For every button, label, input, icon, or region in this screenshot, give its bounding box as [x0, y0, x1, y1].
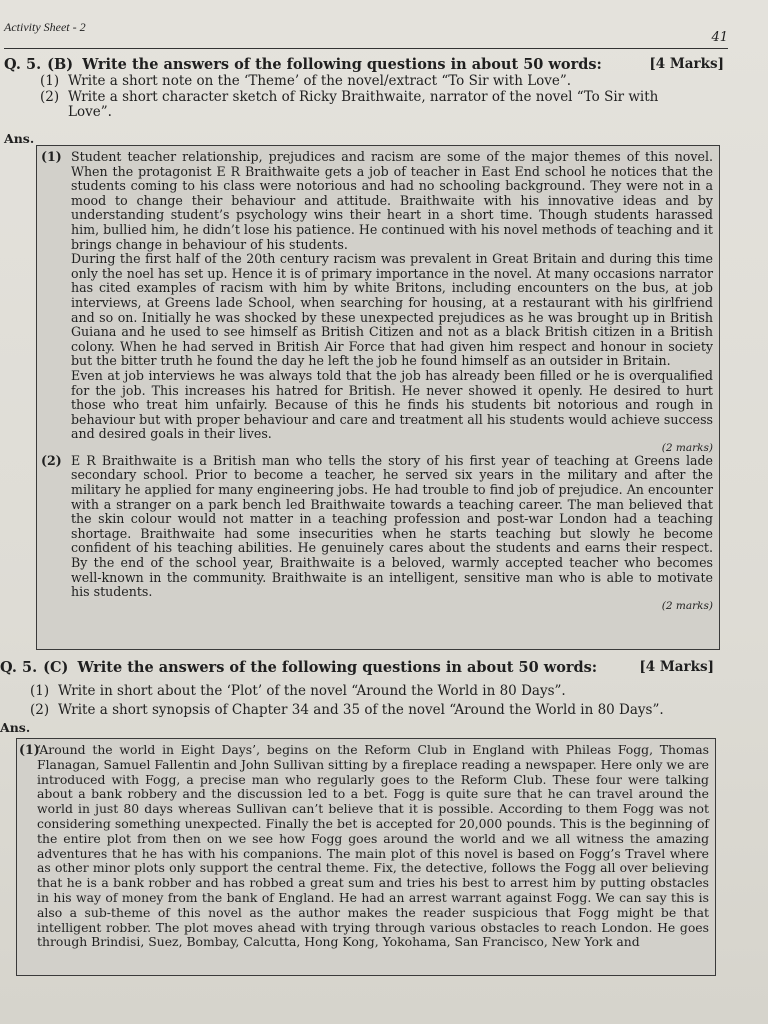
- section-b-questions: [40, 74, 700, 121]
- question-text: Write a short synopsis of Chapter 34 and 35 of the novel “Around the World in 80 Days”.: [58, 702, 664, 718]
- section-b-label: (B): [47, 56, 74, 73]
- section-b-marks: [4 Marks]: [649, 56, 724, 72]
- question-item: [40, 90, 700, 120]
- page-header: [4, 20, 728, 50]
- section-c-number: Q. 5.: [0, 659, 38, 676]
- answer-number: (1): [19, 742, 40, 757]
- section-c-questions: [30, 682, 720, 720]
- answer-label: Ans.: [0, 720, 31, 735]
- section-c-label: (C): [43, 659, 69, 676]
- answer-paragraph: Even at job interviews he was always told that the job has already been filled or he is overqualified for the job. This increases his hatred for British. He never showed it openly. He desired to hurt those who treat him unfairly. Because of this he finds his students bit notorious and rough in behaviour but with proper behaviour and care and treatment all his students would achieve success and desired goals in their lives.: [71, 367, 713, 442]
- answer-label: Ans.: [4, 131, 35, 146]
- section-c-instruction: Write the answers of the following questions in about 50 words:: [77, 659, 598, 676]
- question-item: [30, 701, 720, 719]
- answer-paragraph: E R Braithwaite is a British man who tells the story of his first year of teaching at Greens lade secondary school. Prior to become a teacher, he served six years in the military and after the military he applied for many engineering jobs. He had trouble to find job of prejudice. An encounter with a stranger on a park bench led Braithwaite towards a teaching career. The man believed that the skin colour would not matter in a teaching profession and post-war London had a teaching shortage. Braithwaite had some insecurities when he starts teaching but slowly he become confident of his teaching abilities. He genuinely cares about the students and earns their respect. By the end of the school year, Braithwaite is a beloved, warmly accepted teacher who becomes well-known in the community. Braithwaite is an intelligent, sensitive man who is able to motivate his students.: [71, 452, 713, 600]
- answer-box-b: [36, 145, 720, 650]
- sheet-title: Activity Sheet - 2: [4, 20, 86, 34]
- answer-marks: (2 marks): [661, 441, 713, 454]
- section-c-heading: [0, 659, 714, 676]
- question-number: (2): [30, 702, 50, 718]
- answer-paragraph: ‘Around the world in Eight Days’, begins on the Reform Club in England with Phileas Fogg, Thomas Flanagan, Samuel Fallentin and John Sullivan sitting by a fireplace reading a newspaper. Here only we are introduced with Fogg, a precise man who regularly goes to the Reform Club. These four were talking about a bank robbery and the discussion led to a bet. Fogg is quite sure that he can travel around the world in just 80 days whereas Sullivan can’t believe that it is possible. According to them Fogg was not considering something unexpected. Finally the bet is accepted for 20,000 pounds. This is the beginning of the entire plot from then on we see how Fogg goes around the world and we all witness the amazing adventures that he has with his companions. The main plot of this novel is based on Fogg’s Travel where as other minor plots only support the central theme. Fix, the detective, follows the Fogg all over believing that he is a bank robber and has robbed a great sum and tries his best to arrest him by putting obstacles in his way of money from the bank of England. He had an arrest warrant against Fogg. We can say this is also a sub-theme of this novel as the author makes the reader suspicious that Fogg might be that intelligent robber. The plot moves ahead with trying through various obstacles to reach London. He goes through Brindisi, Suez, Bombay, Calcutta, Hong Kong, Yokohama, San Francisco, New York and: [37, 742, 709, 950]
- answer-entry-1: [19, 743, 709, 950]
- header-divider: [4, 48, 728, 49]
- section-c-marks: [4 Marks]: [639, 659, 714, 675]
- answer-paragraph: During the first half of the 20th century racism was prevalent in Great Britain and during this time only the noel has set up. Hence it is of primary importance in the novel. At many occasions narrator has cited examples of racism with him by white Britons, including encounters on the bus, at job interviews, at Greens lade School, when searching for housing, at a restaurant with his girlfriend and so on. Initially he was shocked by these unexpected prejudices as he was brought up in British Guiana and he used to see himself as British Citizen and not as a black British citizen in a British colony. When he had served in British Air Force that had given him respect and honour in society but the bitter truth he found the day he left the job he found himself as an outsider in Britain.: [71, 251, 713, 369]
- question-text: Write a short character sketch of Ricky Braithwaite, narrator of the novel “To Sir with Love”.: [68, 89, 659, 120]
- section-b-instruction: Write the answers of the following questions in about 50 words:: [82, 56, 602, 73]
- answer-entry-1: [41, 150, 713, 454]
- answer-number: (1): [41, 149, 62, 164]
- answer-entry-2: [41, 454, 713, 612]
- question-item: [40, 74, 700, 89]
- question-item: [30, 682, 720, 700]
- answer-marks: (2 marks): [661, 599, 713, 612]
- answer-box-c: [16, 738, 716, 976]
- answer-paragraph: Student teacher relationship, prejudices and racism are some of the major themes of this novel. When the protagonist E R Braithwaite gets a job of teacher in East End school he notices that the students coming to his class were notorious and had no schooling background. They were not in a mood to change their behaviour and attitude. Braithwaite with his innovative ideas and by understanding student’s psychology wins their heart in a short time. Though students harassed him, bullied him, he didn’t lose his patience. He continued with his novel methods of teaching and it brings change in behaviour of his students.: [71, 149, 713, 252]
- question-text: Write a short note on the ‘Theme’ of the novel/extract “To Sir with Love”.: [68, 73, 572, 89]
- section-b-heading: [4, 56, 724, 73]
- page-number: 41: [711, 30, 728, 45]
- question-text: Write in short about the ‘Plot’ of the novel “Around the World in 80 Days”.: [58, 683, 566, 699]
- section-b-number: Q. 5.: [4, 56, 42, 73]
- answer-number: (2): [41, 452, 62, 468]
- question-number: (2): [40, 89, 60, 105]
- question-number: (1): [30, 683, 50, 699]
- question-number: (1): [40, 73, 60, 89]
